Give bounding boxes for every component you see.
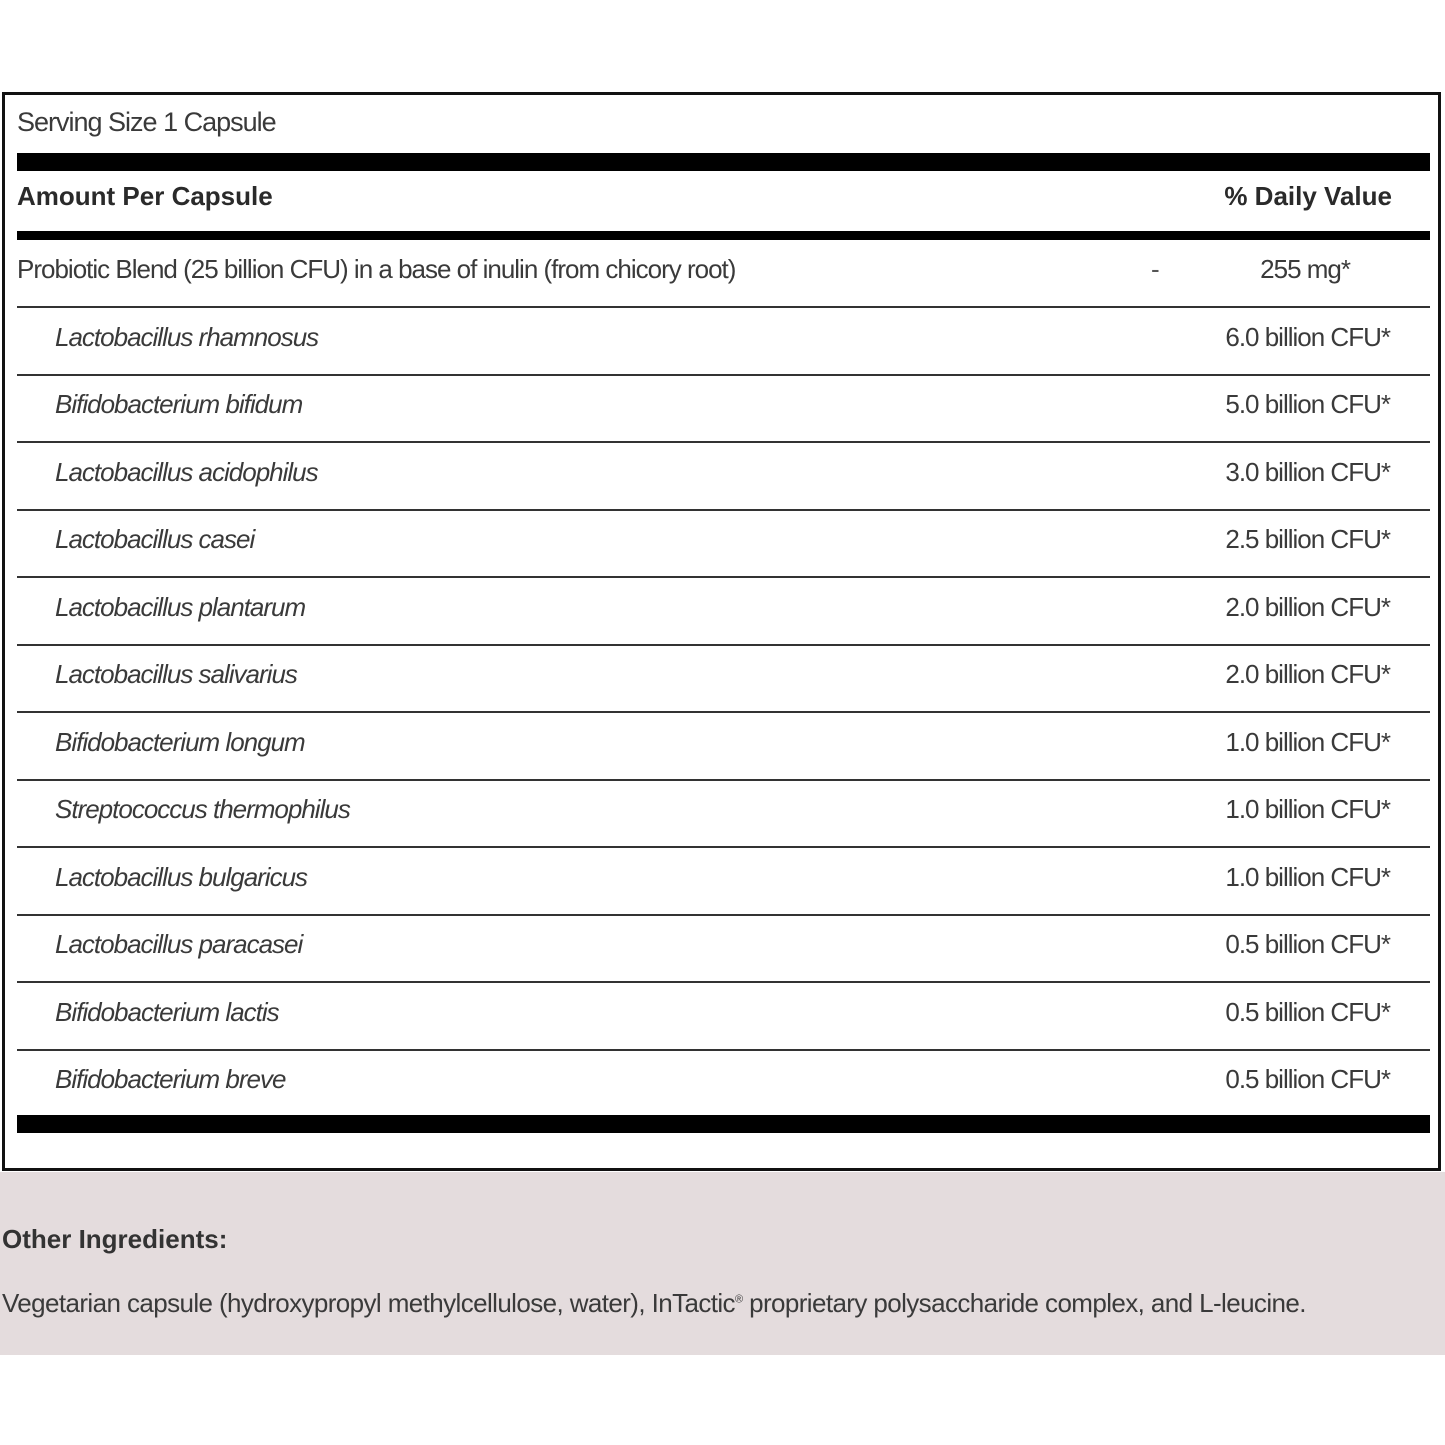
table-row [17, 308, 1430, 376]
strain-amount: 1.0 billion CFU* [1225, 862, 1390, 892]
divider-bar [17, 1115, 1430, 1133]
strain-amount: 0.5 billion CFU* [1225, 997, 1390, 1027]
other-ingredients-title: Other Ingredients: [2, 1224, 228, 1254]
strain-amount: 1.0 billion CFU* [1225, 794, 1390, 824]
table-row [17, 713, 1430, 781]
ingredients-text-part: proprietary polysaccharide complex, and L-leucine. [742, 1288, 1306, 1318]
strain-name: Lactobacillus salivarius [55, 659, 297, 689]
strain-name: Lactobacillus acidophilus [55, 457, 318, 487]
strain-name: Bifidobacterium bifidum [55, 389, 303, 419]
daily-value-header: % Daily Value [1224, 181, 1392, 211]
strain-amount: 5.0 billion CFU* [1225, 389, 1390, 419]
table-row [17, 848, 1430, 916]
supplement-facts-label [2, 92, 1441, 1171]
strain-name: Lactobacillus rhamnosus [55, 322, 319, 352]
strain-name: Lactobacillus paracasei [55, 929, 303, 959]
ingredient-amount: 255 mg* [1260, 254, 1350, 284]
strain-name: Bifidobacterium lactis [55, 997, 279, 1027]
divider-bar [17, 231, 1430, 240]
strain-name: Bifidobacterium breve [55, 1064, 286, 1094]
table-row [17, 915, 1430, 983]
strain-amount: 2.0 billion CFU* [1225, 659, 1390, 689]
table-row [17, 443, 1430, 511]
table-row [17, 375, 1430, 443]
registered-mark: ® [734, 1293, 743, 1306]
strain-amount: 0.5 billion CFU* [1225, 1064, 1390, 1094]
table-row [17, 1050, 1430, 1116]
strain-amount: 2.5 billion CFU* [1225, 524, 1390, 554]
table-row [17, 645, 1430, 713]
ingredients-text-part: Vegetarian capsule (hydroxypropyl methylcellulose, water), InTactic [2, 1288, 735, 1318]
strain-name: Lactobacillus bulgaricus [55, 862, 308, 892]
amount-per-capsule-header: Amount Per Capsule [17, 181, 273, 211]
table-row-probiotic-blend [17, 240, 1430, 308]
strain-name: Lactobacillus casei [55, 524, 255, 554]
strain-amount: 0.5 billion CFU* [1225, 929, 1390, 959]
table-row [17, 510, 1430, 578]
serving-size: Serving Size 1 Capsule [17, 107, 276, 137]
strain-name: Bifidobacterium longum [55, 727, 305, 757]
ingredient-dv: - [1151, 254, 1160, 284]
table-row [17, 780, 1430, 848]
strain-amount: 2.0 billion CFU* [1225, 592, 1390, 622]
other-ingredients-text [2, 1288, 1306, 1319]
strain-amount: 6.0 billion CFU* [1225, 322, 1390, 352]
strain-amount: 1.0 billion CFU* [1225, 727, 1390, 757]
strain-amount: 3.0 billion CFU* [1225, 457, 1390, 487]
divider-bar [17, 153, 1430, 171]
strain-name: Streptococcus thermophilus [55, 794, 350, 824]
table-header [17, 181, 1430, 221]
strain-name: Lactobacillus plantarum [55, 592, 306, 622]
table-row [17, 578, 1430, 646]
table-row [17, 983, 1430, 1051]
ingredient-name: Probiotic Blend (25 billion CFU) in a base of inulin (from chicory root) [17, 254, 736, 284]
other-ingredients-section [0, 1172, 1445, 1355]
